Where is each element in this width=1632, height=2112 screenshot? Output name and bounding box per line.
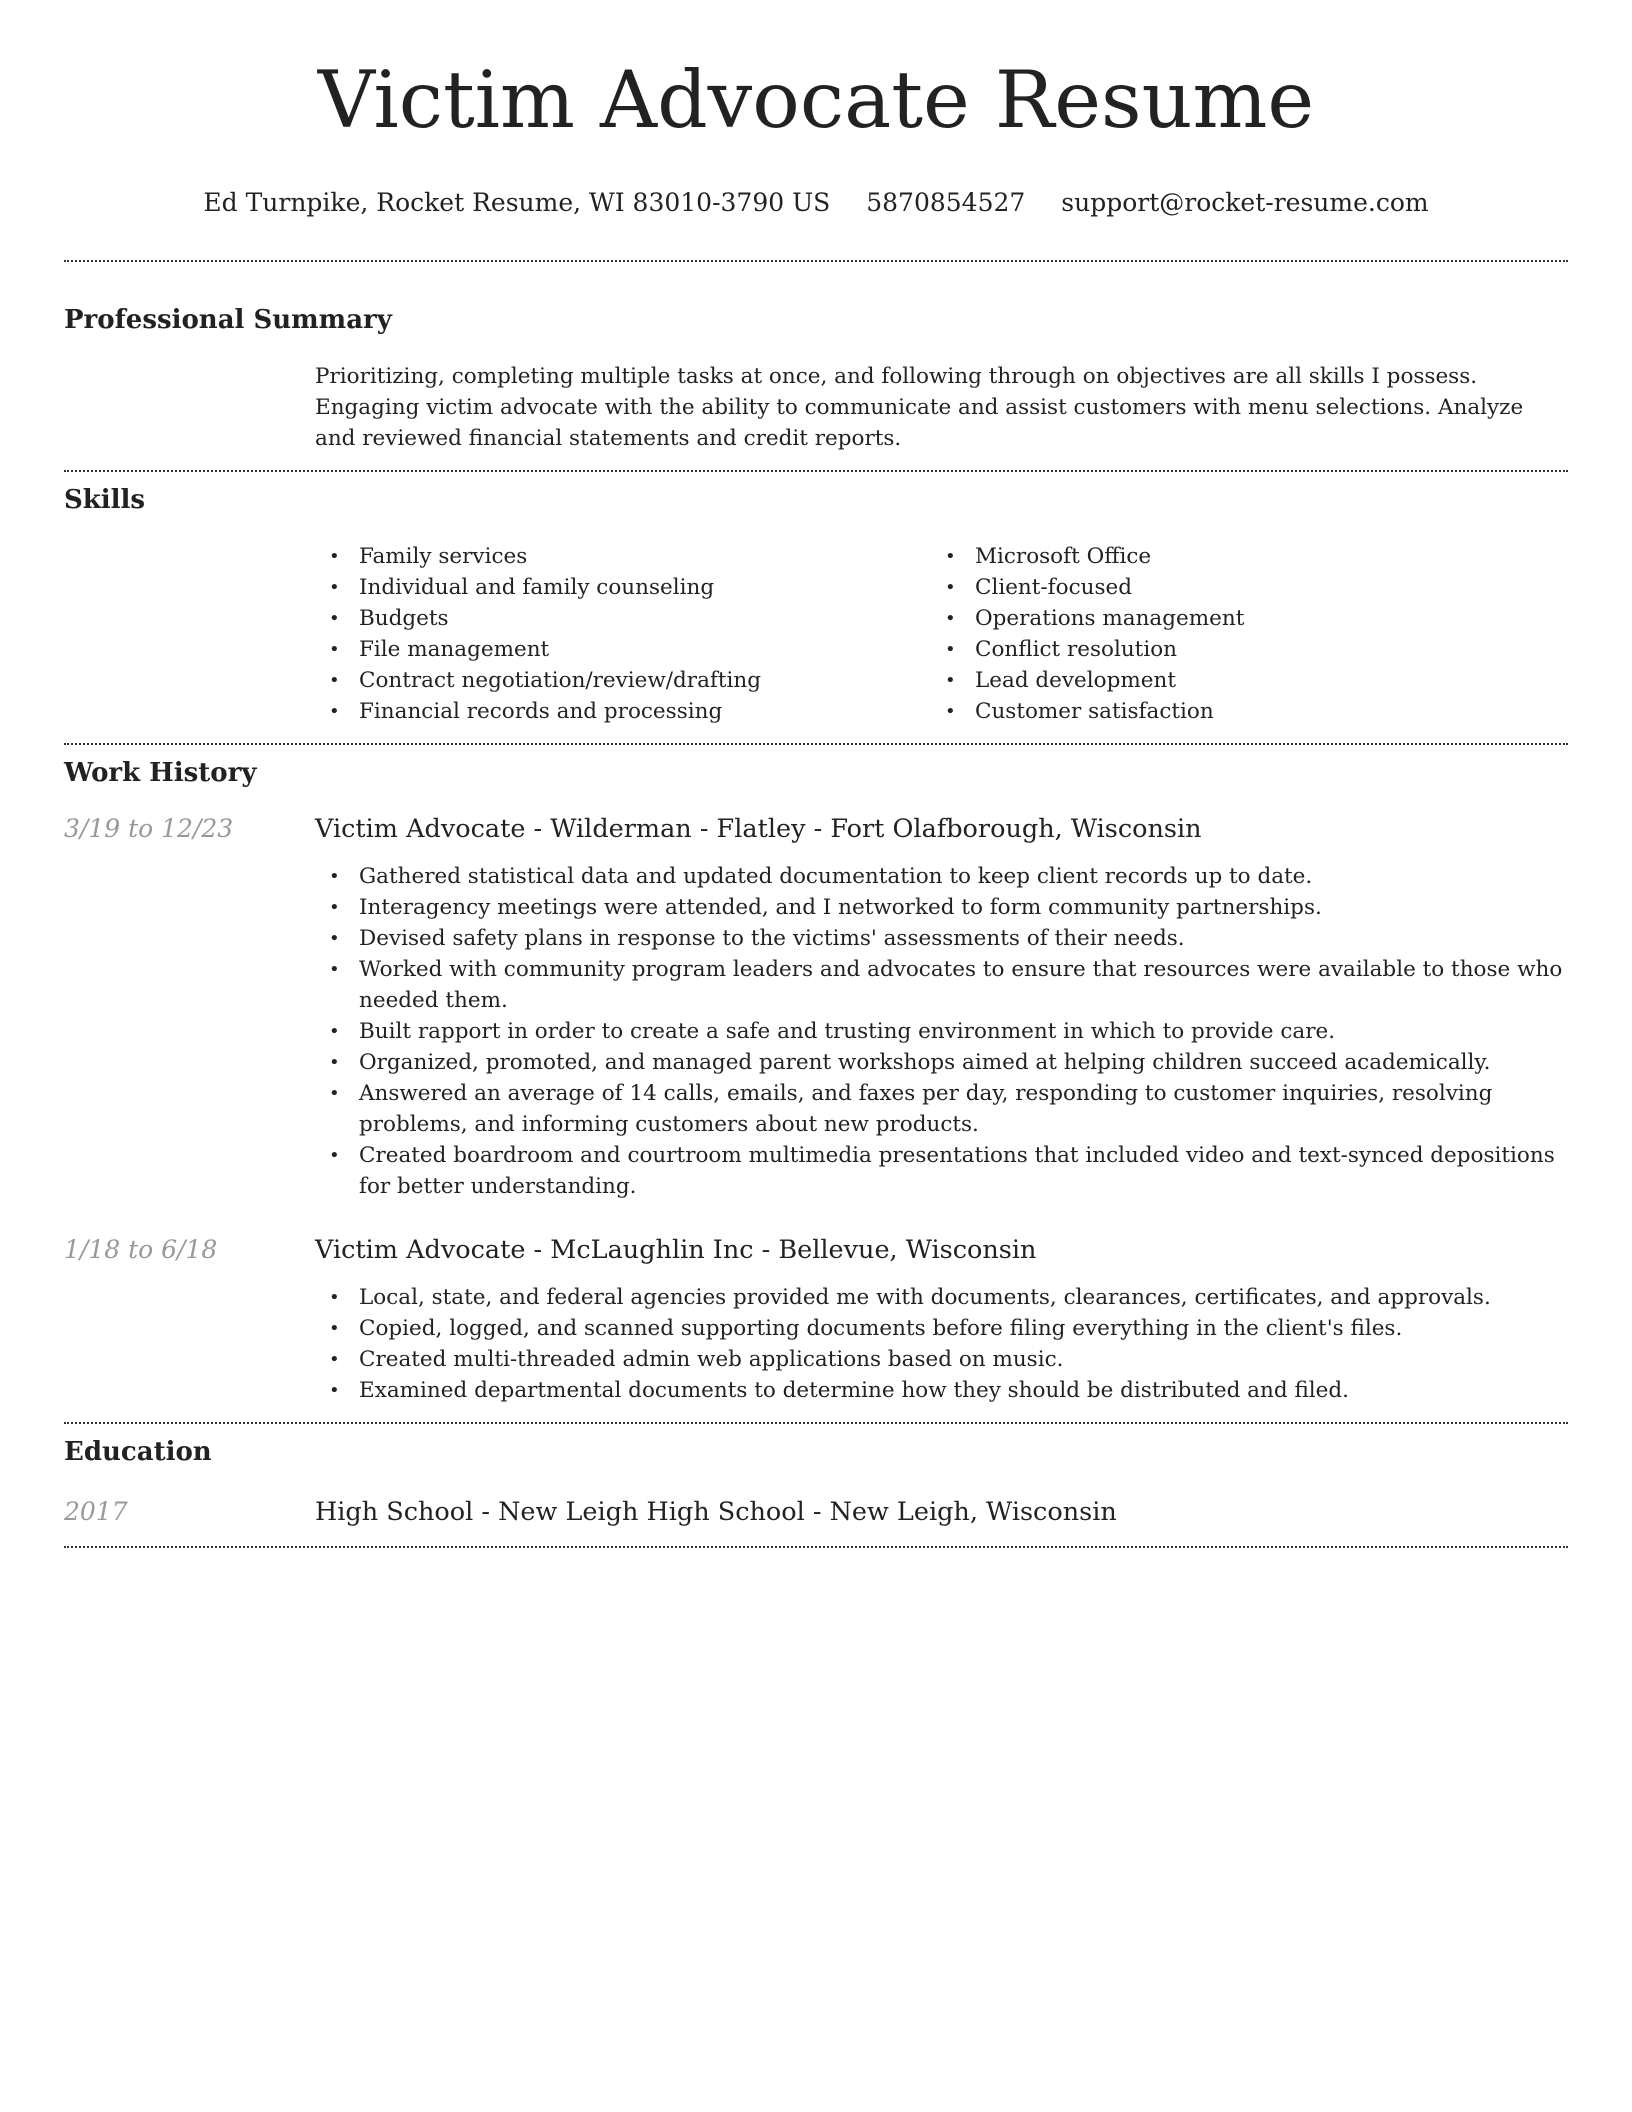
education-entry	[64, 1496, 1568, 1546]
skill-item: • Microsoft Office	[931, 541, 1547, 572]
skill-item: • Family services	[315, 541, 931, 572]
job-bullet: • Answered an average of 14 calls, emails, and faxes per day, responding to customer inquiries, resolving problems, and informing customers about new products.	[315, 1078, 1568, 1140]
summary-section	[64, 304, 1568, 470]
skill-item: • Operations management	[931, 603, 1547, 634]
skills-list-right	[931, 541, 1547, 727]
job-bullet: • Built rapport in order to create a safe and trusting environment in which to provide care.	[315, 1016, 1568, 1047]
skill-item: • Lead development	[931, 665, 1547, 696]
skills-list-left	[315, 541, 931, 727]
job-bullets	[315, 1282, 1568, 1406]
job-title: Victim Advocate - McLaughlin Inc - Bellevue, Wisconsin	[315, 1235, 1037, 1265]
job-bullet: • Local, state, and federal agencies provided me with documents, clearances, certificates, and approvals.	[315, 1282, 1568, 1313]
divider	[64, 743, 1568, 745]
job-bullet: • Worked with community program leaders and advocates to ensure that resources were available to those who needed them.	[315, 954, 1568, 1016]
job-bullet: • Devised safety plans in response to the victims' assessments of their needs.	[315, 923, 1568, 954]
job-title: Victim Advocate - Wilderman - Flatley - Fort Olafborough, Wisconsin	[315, 814, 1202, 844]
work-heading: Work History	[64, 758, 257, 788]
job-bullet: • Created boardroom and courtroom multimedia presentations that included video and text-synced depositions for better understanding.	[315, 1140, 1568, 1202]
skill-item: • Contract negotiation/review/drafting	[315, 665, 931, 696]
job-bullet: • Copied, logged, and scanned supporting documents before filing everything in the client's files.	[315, 1313, 1568, 1344]
divider	[64, 260, 1568, 262]
page-title: Victim Advocate Resume	[317, 54, 1315, 146]
work-section	[64, 757, 1568, 1422]
job-bullet: • Created multi-threaded admin web applications based on music.	[315, 1344, 1568, 1375]
skill-item: • Financial records and processing	[315, 696, 931, 727]
divider	[64, 470, 1568, 472]
skill-item: • Conflict resolution	[931, 634, 1547, 665]
job-date: 1/18 to 6/18	[64, 1235, 218, 1264]
job-entry	[64, 1234, 1568, 1422]
job-entry	[64, 813, 1568, 1202]
skills-section	[64, 484, 1568, 743]
job-bullet: • Gathered statistical data and updated documentation to keep client records up to date.	[315, 861, 1568, 892]
education-heading: Education	[64, 1437, 212, 1467]
skills-grid	[315, 541, 1568, 743]
divider	[64, 1422, 1568, 1424]
job-bullet: • Organized, promoted, and managed parent workshops aimed at helping children succeed academically.	[315, 1047, 1568, 1078]
education-title: High School - New Leigh High School - New Leigh, Wisconsin	[315, 1497, 1117, 1527]
education-section	[64, 1436, 1568, 1546]
skill-item: • Customer satisfaction	[931, 696, 1547, 727]
job-details	[315, 1234, 1568, 1406]
skill-item: • Client-focused	[931, 572, 1547, 603]
job-bullets	[315, 861, 1568, 1202]
contact-address: Ed Turnpike, Rocket Resume, WI 83010-3790 US	[203, 188, 831, 217]
skill-item: • Budgets	[315, 603, 931, 634]
job-bullet: • Interagency meetings were attended, and I networked to form community partnerships.	[315, 892, 1568, 923]
contact-phone: 5870854527	[866, 188, 1026, 217]
contact-line	[64, 188, 1568, 218]
summary-heading: Professional Summary	[64, 305, 392, 335]
job-date: 3/19 to 12/23	[64, 814, 234, 843]
job-details	[315, 813, 1568, 1202]
skill-item: • Individual and family counseling	[315, 572, 931, 603]
skill-item: • File management	[315, 634, 931, 665]
summary-text: Prioritizing, completing multiple tasks at once, and following through on objectives are all skills I possess. Engaging victim advocate with the ability to communicate and assist customers with menu selections. Analyze and reviewed financial statements and credit reports.	[315, 364, 1524, 451]
divider	[64, 1546, 1568, 1548]
education-date: 2017	[64, 1497, 128, 1526]
skills-heading: Skills	[64, 485, 146, 515]
contact-email: support@rocket-resume.com	[1061, 188, 1429, 217]
job-bullet: • Examined departmental documents to determine how they should be distributed and filed.	[315, 1375, 1568, 1406]
